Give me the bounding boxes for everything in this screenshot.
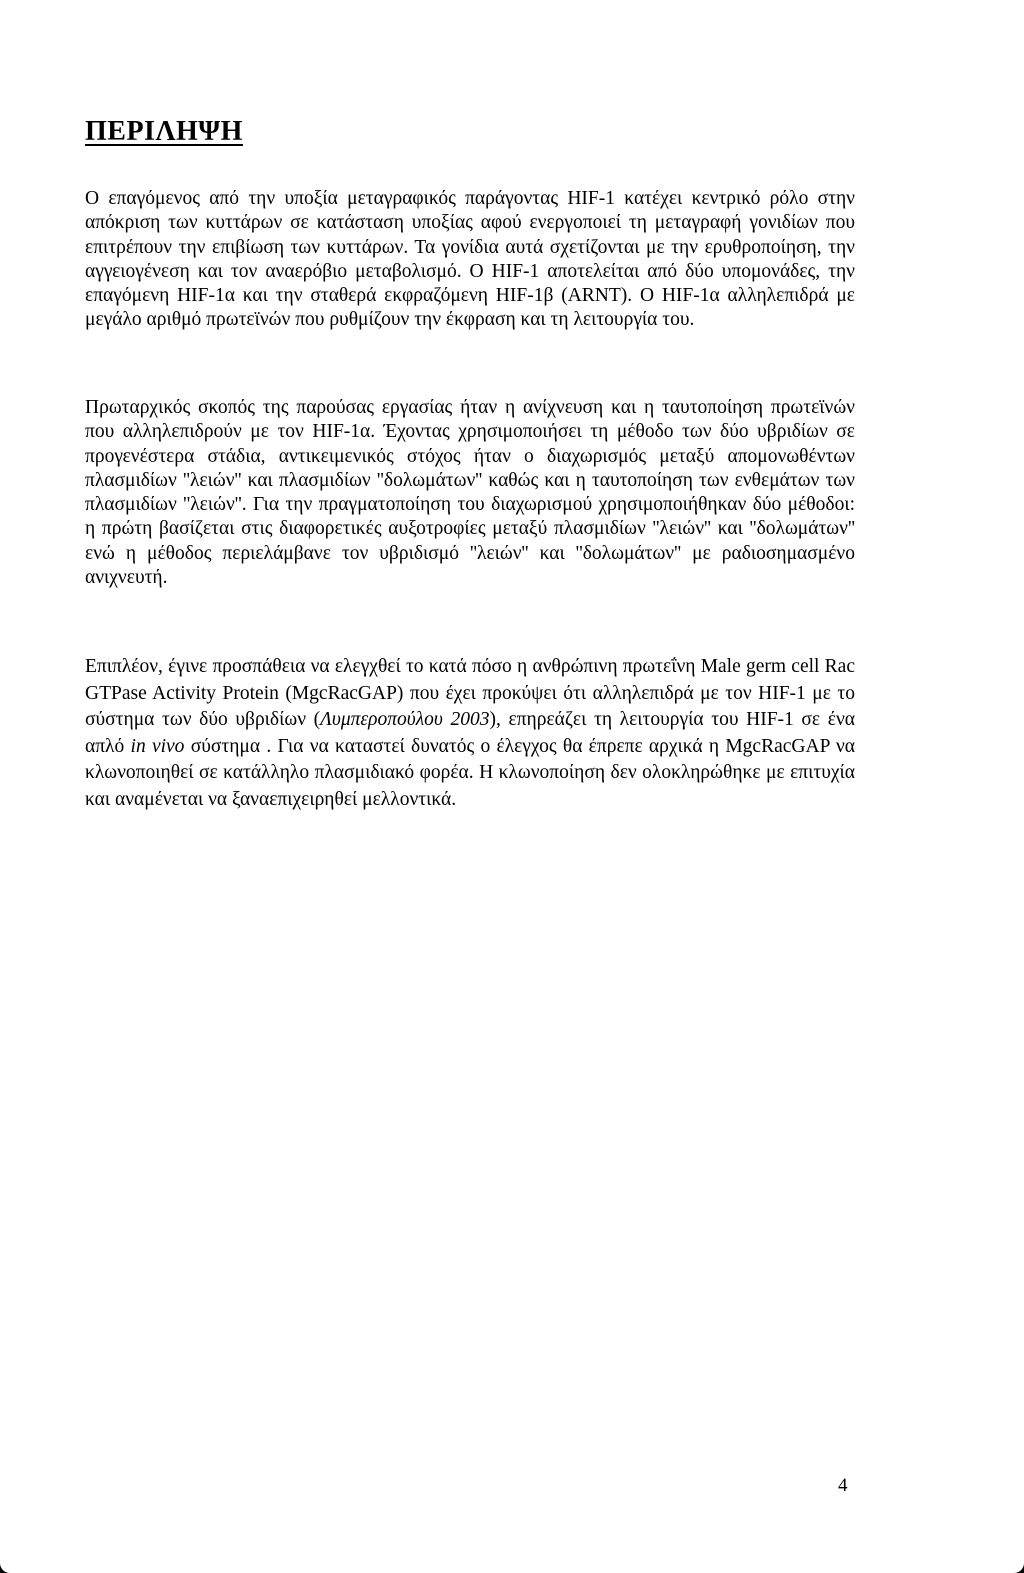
paragraph-3-text-c: σύστημα . Για να καταστεί δυνατός ο έλεγχος θα έπρεπε αρχικά η MgcRacGAP να κλωνοποιηθεί σε κατάλληλο πλασμιδιακό φορέα. Η κλωνοποίηση δεν ολοκληρώθηκε με επιτυχία και αναμένεται να ξαναεπιχειρηθεί μελλοντικά. [85,735,855,810]
paragraph-3-text-b: ), επηρεάζει τη λειτουργία του HIF-1 σε ένα απλό [85,709,855,757]
summary-paragraph-3 [85,654,855,813]
summary-paragraph-2: Πρωταρχικός σκοπός της παρούσας εργασίας ήταν η ανίχνευση και η ταυτοποίηση πρωτεϊνών που αλληλεπιδρούν με τον HIF-1α. Έχοντας χρησιμοποιήσει τη μέθοδο των δύο υβριδίων σε προγενέστερα στάδια, αντικειμενικός στόχος ήταν ο διαχωρισμός μεταξύ απομονωθέντων πλασμιδίων ''λειών'' και πλασμιδίων ''δολωμάτων'' καθώς και η ταυτοποίηση των ενθεμάτων των πλασμιδίων ''λειών''. Για την πραγματοποίηση του διαχωρισμού χρησιμοποιήθηκαν δύο μέθοδοι: η πρώτη βασίζεται στις διαφορετικές αυξοτροφίες μεταξύ πλασμιδίων ''λειών'' και ''δολωμάτων'' ενώ η μέθοδος περιελάμβανε τον υβριδισμό ''λειών'' και ''δολωμάτων'' με ραδιοσημασμένο ανιχνευτή. [85,397,855,589]
page-number: 4 [838,1475,848,1496]
in-vivo-term: in vivo [130,735,185,757]
paragraph-3-text-a: Επιπλέον, έγινε προσπάθεια να ελεγχθεί το κατά πόσο η ανθρώπινη πρωτεΐνη Male germ cell Rac GTPase Activity Protein (MgcRacGAP) που έχει προκύψει ότι αλληλεπιδρά με τον HIF-1 με το σύστημα των δύο υβριδίων ( [85,656,855,730]
page-title: ΠΕΡΙΛΗΨΗ [85,116,243,147]
summary-paragraph-1: Ο επαγόμενος από την υποξία μεταγραφικός παράγοντας HIF-1 κατέχει κεντρικό ρόλο στην απόκριση των κυττάρων σε κατάσταση υποξίας αφού ενεργοποιεί τη μεταγραφή γονιδίων που επιτρέπουν την επιβίωση των κυττάρων. Τα γονίδια αυτά σχετίζονται με την ερυθροποίηση, την αγγειογένεση και τον αναερόβιο μεταβολισμό. Ο HIF-1 αποτελείται από δύο υπομονάδες, την επαγόμενη HIF-1α και την σταθερά εκφραζόμενη HIF-1β (ARNT). Ο HIF-1α αλληλεπιδρά με μεγάλο αριθμό πρωτεϊνών που ρυθμίζουν την έκφραση και τη λειτουργία του. [85,188,855,331]
citation: Λυμπεροπούλου 2003 [320,709,490,730]
